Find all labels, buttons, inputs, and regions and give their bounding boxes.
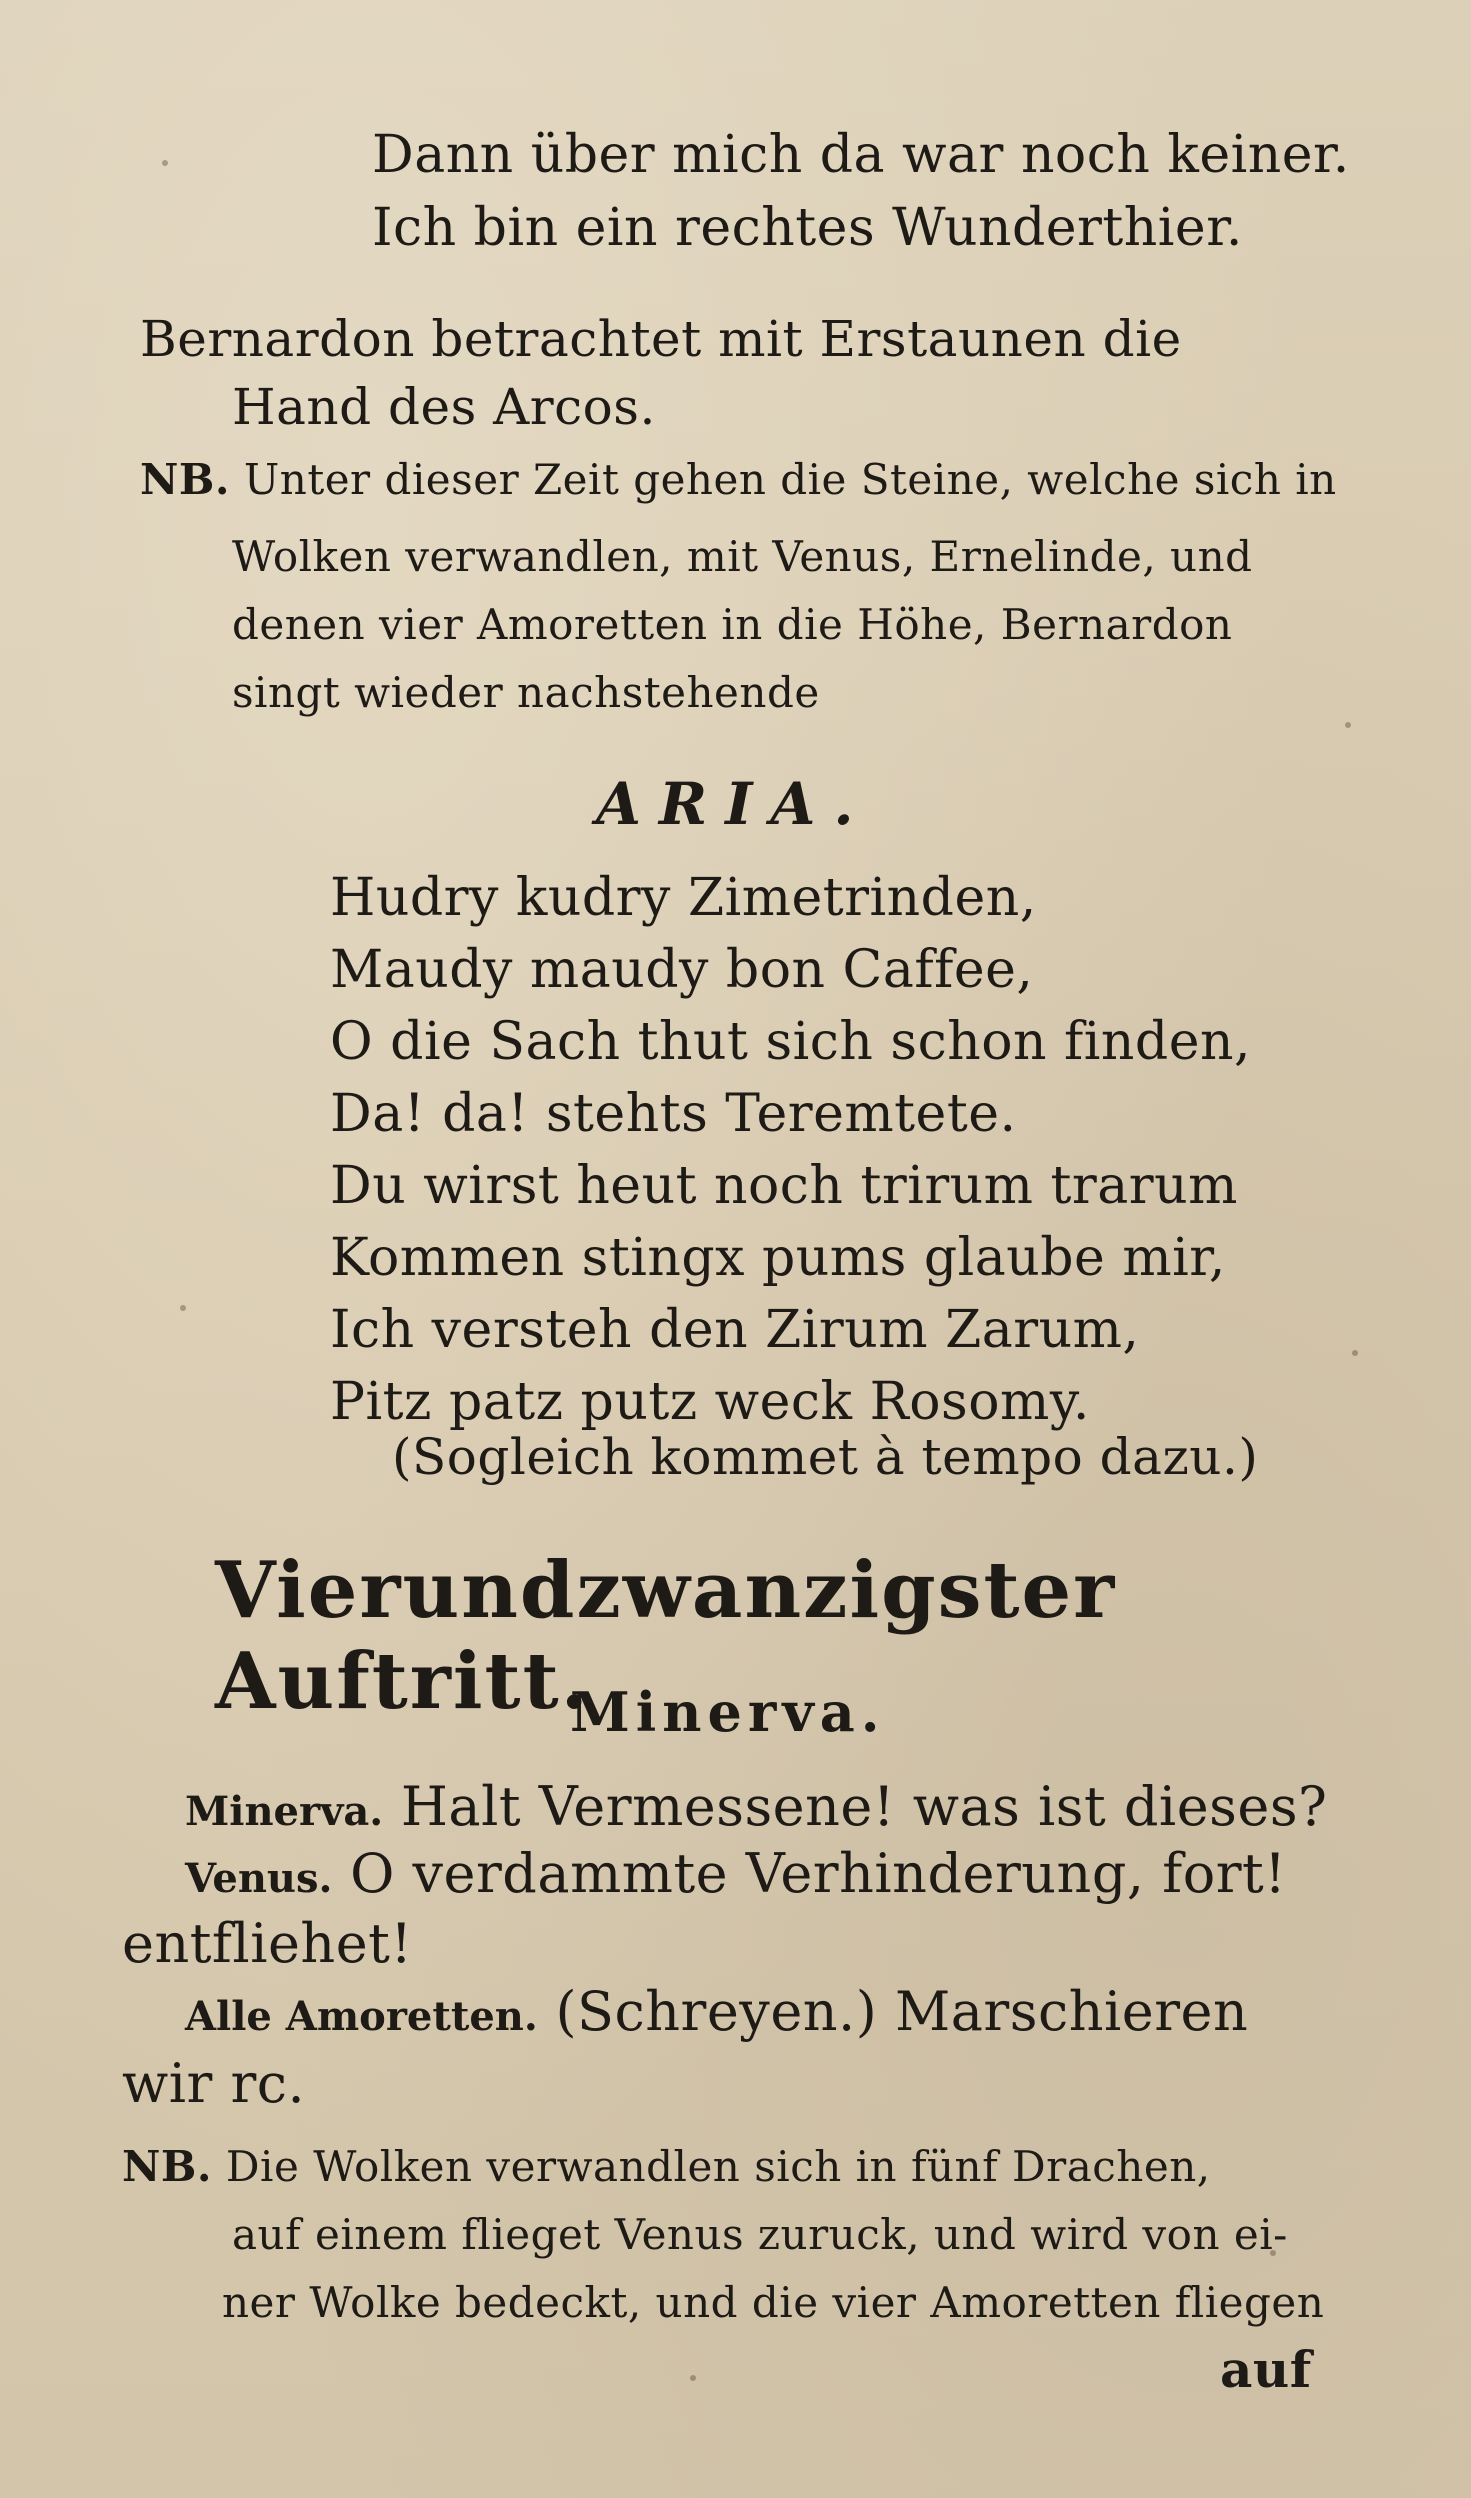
paper-speck	[1352, 1350, 1358, 1356]
nb-marker-2: NB.	[122, 2142, 213, 2191]
scene-heading: Vierundzwanzigster Auftritt.	[215, 1545, 1117, 1727]
catchword: auf	[1220, 2340, 1312, 2399]
nb-note-1-line-3: denen vier Amoretten in die Höhe, Bernardon	[232, 600, 1233, 649]
aria-title: ARIA.	[596, 770, 872, 838]
aria-line-1: Hudry kudry Zimetrinden,	[330, 868, 1037, 928]
aria-line-4: Da! da! stehts Teremtete.	[330, 1084, 1017, 1144]
aria-line-5: Du wirst heut noch trirum trarum	[330, 1156, 1238, 1216]
nb-note-1-text-1: Unter dieser Zeit gehen die Steine, welche sich in	[243, 455, 1337, 504]
speaker-amoretten: Alle Amoretten.	[185, 1993, 538, 2040]
stage-direction-line-2: Hand des Arcos.	[232, 378, 656, 436]
nb-note-2-line-2: auf einem flieget Venus zuruck, und wird von ei-	[232, 2210, 1288, 2259]
speaker-venus: Venus.	[185, 1855, 333, 1902]
nb-note-2-line-1	[122, 2142, 1211, 2191]
stage-direction-line-1: Bernardon betrachtet mit Erstaunen die	[140, 310, 1182, 368]
aria-line-8: Pitz patz putz weck Rosomy.	[330, 1372, 1090, 1432]
paper-speck	[1270, 2250, 1276, 2256]
speaker-minerva: Minerva.	[185, 1788, 384, 1835]
paper-speck	[1345, 722, 1351, 728]
aria-line-6: Kommen stingx pums glaube mir,	[330, 1228, 1226, 1288]
dialogue-cont-venus: entfliehet!	[122, 1912, 413, 1975]
dialogue-text-venus: O verdammte Verhinderung, fort!	[350, 1842, 1287, 1905]
scene-character: Minerva.	[570, 1680, 886, 1744]
paper-speck	[180, 1305, 186, 1311]
dialogue-text-amoretten: (Schreyen.) Marschieren	[555, 1980, 1249, 2043]
verse-line-2: Ich bin ein rechtes Wunderthier.	[372, 198, 1243, 258]
nb-note-2-text-1: Die Wolken verwandlen sich in fünf Drachen,	[225, 2142, 1211, 2191]
dialogue-line-amoretten	[185, 1980, 1248, 2043]
paper-speck	[690, 2375, 696, 2381]
aria-line-7: Ich versteh den Zirum Zarum,	[330, 1300, 1140, 1360]
dialogue-line-venus	[185, 1842, 1286, 1905]
dialogue-line-minerva	[185, 1775, 1328, 1838]
nb-note-2-line-3: ner Wolke bedeckt, und die vier Amoretten fliegen	[222, 2278, 1325, 2327]
aria-stage-direction: (Sogleich kommet à tempo dazu.)	[392, 1428, 1259, 1486]
paper-speck	[162, 160, 168, 166]
aria-line-3: O die Sach thut sich schon finden,	[330, 1012, 1251, 1072]
dialogue-text-minerva: Halt Vermessene! was ist dieses?	[400, 1775, 1328, 1838]
nb-marker: NB.	[140, 455, 231, 504]
dialogue-cont-amoretten: wir rc.	[122, 2052, 306, 2115]
aria-line-2: Maudy maudy bon Caffee,	[330, 940, 1034, 1000]
nb-note-1-line-2: Wolken verwandlen, mit Venus, Ernelinde, und	[232, 532, 1253, 581]
nb-note-1-line-4: singt wieder nachstehende	[232, 668, 820, 717]
verse-line-1: Dann über mich da war noch keiner.	[372, 125, 1350, 185]
nb-note-1-line-1	[140, 455, 1337, 504]
